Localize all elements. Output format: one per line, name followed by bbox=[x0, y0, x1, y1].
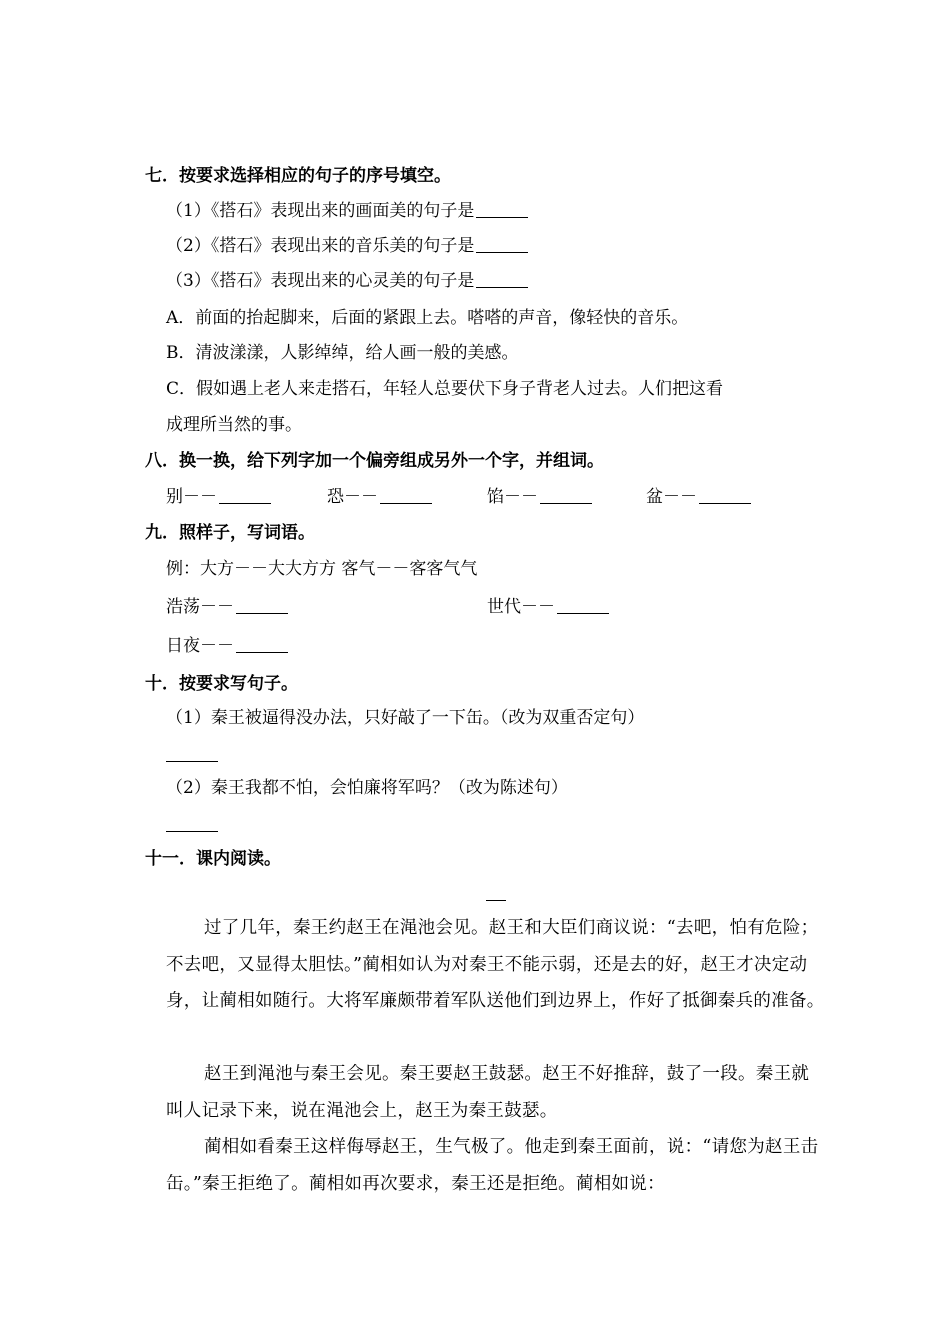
answer-blank[interactable] bbox=[699, 485, 751, 504]
answer-blank[interactable] bbox=[219, 485, 271, 504]
word-item-text: 日夜－－ bbox=[166, 636, 234, 656]
word-item-text: 世代－－ bbox=[487, 597, 555, 617]
question-7-3-text: （3）《搭石》表现出来的心灵美的句子是 bbox=[166, 271, 475, 291]
answer-blank[interactable] bbox=[236, 595, 288, 614]
radical-item bbox=[487, 485, 592, 509]
answer-blank[interactable] bbox=[236, 634, 288, 653]
reading-paragraph: 蔺相如看秦王这样侮辱赵王，生气极了。他走到秦王面前，说：“请您为赵王击缶。”秦王拒绝了。蔺相如再次要求，秦王还是拒绝。蔺相如说： bbox=[166, 1137, 819, 1194]
question-7-1 bbox=[166, 199, 528, 223]
question-10-2: （2）秦王我都不怕，会怕廉将军吗？（改为陈述句） bbox=[166, 778, 568, 798]
answer-blank[interactable] bbox=[557, 595, 609, 614]
option-c-line-2: 成理所当然的事。 bbox=[166, 415, 302, 435]
answer-blank[interactable] bbox=[476, 269, 528, 288]
question-10-1: （1）秦王被逼得没办法，只好敲了一下缶。（改为双重否定句） bbox=[166, 708, 645, 728]
question-7-1-text: （1）《搭石》表现出来的画面美的句子是 bbox=[166, 201, 475, 221]
section-7-heading: 七．按要求选择相应的句子的序号填空。 bbox=[145, 166, 451, 186]
title-blank-line bbox=[486, 900, 506, 901]
question-7-2-text: （2）《搭石》表现出来的音乐美的句子是 bbox=[166, 236, 475, 256]
example-line: 例：大方－－大大方方 客气－－客客气气 bbox=[166, 559, 478, 579]
word-item bbox=[166, 595, 288, 619]
answer-blank[interactable] bbox=[476, 234, 528, 253]
radical-item-text: 恐－－ bbox=[327, 487, 378, 507]
option-a: A．前面的抬起脚来，后面的紧跟上去。嗒嗒的声音，像轻快的音乐。 bbox=[166, 308, 689, 328]
radical-item bbox=[327, 485, 432, 509]
section-10-heading: 十．按要求写句子。 bbox=[145, 674, 298, 694]
reading-paragraph: 赵王到渑池与秦王会见。秦王要赵王鼓瑟。赵王不好推辞，鼓了一段。秦王就叫人记录下来，说在渑池会上，赵王为秦王鼓瑟。 bbox=[166, 1064, 810, 1121]
question-7-3 bbox=[166, 269, 528, 293]
section-8-heading: 八．换一换，给下列字加一个偏旁组成另外一个字，并组词。 bbox=[145, 451, 604, 471]
option-c-line-1: C．假如遇上老人来走搭石，年轻人总要伏下身子背老人过去。人们把这看 bbox=[166, 379, 724, 399]
answer-blank[interactable] bbox=[476, 199, 528, 218]
section-11-heading: 十一．课内阅读。 bbox=[145, 849, 281, 869]
question-7-2 bbox=[166, 234, 528, 258]
radical-item-text: 别－－ bbox=[166, 487, 217, 507]
radical-item-text: 馅－－ bbox=[487, 487, 538, 507]
answer-blank[interactable] bbox=[166, 760, 218, 762]
radical-item-text: 盆－－ bbox=[646, 487, 697, 507]
answer-blank[interactable] bbox=[380, 485, 432, 504]
word-item bbox=[166, 634, 288, 658]
word-item bbox=[487, 595, 609, 619]
section-9-heading: 九．照样子，写词语。 bbox=[145, 523, 315, 543]
word-item-text: 浩荡－－ bbox=[166, 597, 234, 617]
answer-blank[interactable] bbox=[166, 830, 218, 832]
reading-paragraph: 过了几年，秦王约赵王在渑池会见。赵王和大臣们商议说：“去吧，怕有危险；不去吧，又显得太胆怯。”蔺相如认为对秦王不能示弱，还是去的好，赵王才决定动身，让蔺相如随行。大将军廉颇带着军队送他们到边界上，作好了抵御秦兵的准备。 bbox=[166, 918, 825, 1011]
radical-item bbox=[646, 485, 751, 509]
option-b: B．清波漾漾，人影绰绰，给人画一般的美感。 bbox=[166, 343, 519, 363]
answer-blank[interactable] bbox=[540, 485, 592, 504]
radical-item bbox=[166, 485, 271, 509]
